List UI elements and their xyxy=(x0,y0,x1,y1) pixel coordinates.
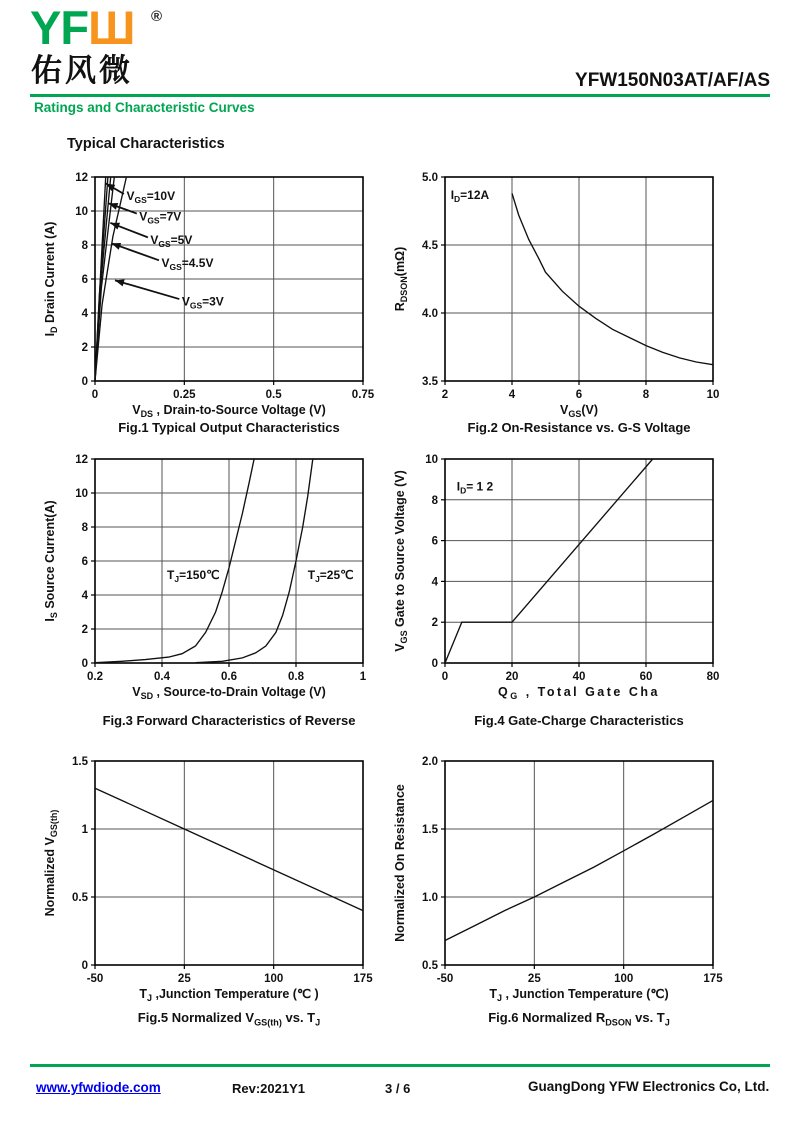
logo-text-green: YF xyxy=(30,1,89,54)
svg-text:0.5: 0.5 xyxy=(265,389,282,401)
svg-text:8: 8 xyxy=(81,240,88,252)
fig3-caption: Fig.3 Forward Characteristics of Reverse xyxy=(102,713,356,728)
svg-text:TJ , Junction Temperature (℃): $T_J$ , Junction Temperature (℃) xyxy=(489,987,669,1003)
svg-text:6: 6 xyxy=(81,274,88,286)
fig4-chart xyxy=(388,449,748,701)
fig6-chart xyxy=(388,751,748,1003)
fig2-chart xyxy=(388,167,748,419)
svg-text:12: 12 xyxy=(75,454,88,466)
svg-text:100: 100 xyxy=(614,973,634,985)
fig1-caption: Fig.1 Typical Output Characteristics xyxy=(118,420,340,435)
svg-text:TJ ,Junction Temperature (℃ ): $T_J$ ,Junction Temperature (℃ ) xyxy=(139,987,319,1003)
svg-text:4: 4 xyxy=(81,590,88,602)
svg-text:25: 25 xyxy=(177,973,191,985)
svg-text:4.5: 4.5 xyxy=(422,240,438,252)
svg-text:2.0: 2.0 xyxy=(422,756,438,768)
svg-text:10: 10 xyxy=(75,488,88,500)
svg-text:0: 0 xyxy=(91,389,99,401)
fig5-caption: Fig.5 Normalized $V_{GS(th)}$ vs. $T_J$ xyxy=(137,1010,321,1028)
svg-text:Normalized On Resistance: Normalized On Resistance xyxy=(393,784,407,942)
svg-text:0.75: 0.75 xyxy=(351,389,375,401)
svg-text:0: 0 xyxy=(81,376,88,388)
svg-text:0: 0 xyxy=(81,658,88,670)
svg-text:0.25: 0.25 xyxy=(173,389,196,401)
svg-text:8: 8 xyxy=(431,494,438,507)
svg-text:1.0: 1.0 xyxy=(422,892,438,904)
footer-rule xyxy=(30,1064,770,1067)
fig1-chart xyxy=(38,167,398,419)
svg-text:VSD , Source-to-Drain Voltage: $V_{SD}$ , Source-to-Drain Voltage (V) xyxy=(132,685,326,701)
svg-text:QG , Total Gate Cha: $Q_G$ , Total Gate Cha xyxy=(498,685,660,701)
figure-fig2 xyxy=(388,167,748,435)
svg-text:0: 0 xyxy=(81,960,88,972)
company-name: GuangDong YFW Electronics Co, Ltd. xyxy=(528,1079,770,1094)
logo-text-orange: Ш xyxy=(88,1,135,54)
svg-text:VGS=10V: $V_{GS}=10V$ xyxy=(126,188,176,205)
svg-text:1.5: 1.5 xyxy=(422,824,438,836)
svg-text:6: 6 xyxy=(575,389,583,401)
svg-text:ID=12A: $I_D=12A$ xyxy=(450,187,490,204)
page-heading: Typical Characteristics xyxy=(67,136,225,152)
svg-text:IS Source Current(A): $I_S$ Source Current(A) xyxy=(43,500,59,622)
fig4-caption: Fig.4 Gate-Charge Characteristics xyxy=(474,713,684,728)
svg-text:4: 4 xyxy=(81,308,88,320)
svg-text:-50: -50 xyxy=(86,973,104,985)
fig5-chart xyxy=(38,751,398,1003)
svg-text:175: 175 xyxy=(703,973,723,985)
svg-text:RDSON(mΩ): $R_{DSON}(m\Omega)$ xyxy=(393,246,409,312)
svg-text:1: 1 xyxy=(81,824,88,836)
svg-text:0: 0 xyxy=(431,658,438,670)
svg-text:1.5: 1.5 xyxy=(72,756,88,768)
svg-text:20: 20 xyxy=(505,671,519,683)
svg-text:2: 2 xyxy=(441,389,449,401)
svg-text:VGS=3V: $V_{GS}=3V$ xyxy=(181,294,224,311)
figure-fig6 xyxy=(388,751,748,1028)
svg-text:VGS(V): $V_{GS}(V)$ xyxy=(559,403,599,419)
svg-text:0: 0 xyxy=(441,671,449,683)
svg-text:0.5: 0.5 xyxy=(72,892,88,904)
registered-trademark-icon: ® xyxy=(151,8,163,25)
svg-text:0.8: 0.8 xyxy=(288,671,304,683)
svg-text:10: 10 xyxy=(425,454,438,466)
header-rule xyxy=(30,94,770,97)
svg-text:60: 60 xyxy=(639,671,653,683)
svg-text:VGS Gate to Source Voltage (V): $V_{GS}$ Gate to Source Voltage (V) xyxy=(393,470,409,652)
svg-text:6: 6 xyxy=(81,556,88,568)
svg-text:4.0: 4.0 xyxy=(422,308,438,320)
svg-text:0.4: 0.4 xyxy=(154,671,170,683)
yfw-logo xyxy=(30,1,135,54)
svg-text:-50: -50 xyxy=(436,973,454,985)
svg-text:8: 8 xyxy=(81,522,88,534)
website-link[interactable]: www.yfwdiode.com xyxy=(36,1080,161,1095)
section-title: Ratings and Characteristic Curves xyxy=(34,100,255,115)
figure-fig3 xyxy=(38,449,398,728)
svg-text:100: 100 xyxy=(264,973,284,985)
svg-text:1: 1 xyxy=(359,671,367,683)
svg-text:ID Drain Current (A): $I_D$ Drain Current (A) xyxy=(43,221,59,337)
svg-text:0.6: 0.6 xyxy=(221,671,237,683)
svg-text:175: 175 xyxy=(353,973,373,985)
fig2-caption: Fig.2 On-Resistance vs. G-S Voltage xyxy=(467,420,691,435)
svg-text:TJ=150℃: $T_J=150℃$ xyxy=(167,567,220,584)
svg-text:2: 2 xyxy=(431,617,438,630)
svg-text:0.5: 0.5 xyxy=(422,960,438,972)
svg-text:4: 4 xyxy=(431,576,438,589)
page-number: 3 / 6 xyxy=(385,1081,411,1096)
svg-text:2: 2 xyxy=(81,342,88,354)
svg-text:5.0: 5.0 xyxy=(422,172,438,184)
svg-text:25: 25 xyxy=(527,973,541,985)
svg-text:12: 12 xyxy=(75,172,88,184)
svg-text:10: 10 xyxy=(75,206,88,218)
fig6-caption: Fig.6 Normalized $R_{DSON}$ vs. $T_J$ xyxy=(488,1010,670,1028)
figure-fig1 xyxy=(38,167,398,435)
part-number: YFW150N03AT/AF/AS xyxy=(575,70,770,91)
fig3-chart xyxy=(38,449,398,701)
svg-text:VGS=7V: $V_{GS}=7V$ xyxy=(139,209,182,226)
figure-fig4 xyxy=(388,449,748,728)
svg-text:VGS=4.5V: $V_{GS}=4.5V$ xyxy=(161,255,214,272)
svg-text:6: 6 xyxy=(431,535,438,548)
svg-text:4: 4 xyxy=(508,389,516,401)
figure-fig5 xyxy=(38,751,398,1028)
logo-chinese-name: 佑风微 xyxy=(31,53,133,88)
svg-text:VDS , Drain-to-Source Voltage: $V_{DS}$ , Drain-to-Source Voltage (V) xyxy=(132,403,326,419)
revision-label: Rev:2021Y1 xyxy=(232,1081,305,1096)
svg-text:3.5: 3.5 xyxy=(422,376,438,388)
svg-text:10: 10 xyxy=(706,389,720,401)
svg-text:40: 40 xyxy=(572,671,586,683)
svg-text:0.2: 0.2 xyxy=(87,671,103,683)
svg-text:80: 80 xyxy=(706,671,720,683)
svg-text:8: 8 xyxy=(642,389,650,401)
svg-text:2: 2 xyxy=(81,624,88,636)
svg-text:TJ=25℃: $T_J=25℃$ xyxy=(307,567,354,584)
svg-text:VGS=5V: $V_{GS}=5V$ xyxy=(150,233,193,250)
svg-text:ID= 1 2: $I_D= 1$ 2 xyxy=(456,479,494,496)
svg-text:Normalized VGS(th): Normalized $V_{GS(th)}$ xyxy=(43,809,59,917)
